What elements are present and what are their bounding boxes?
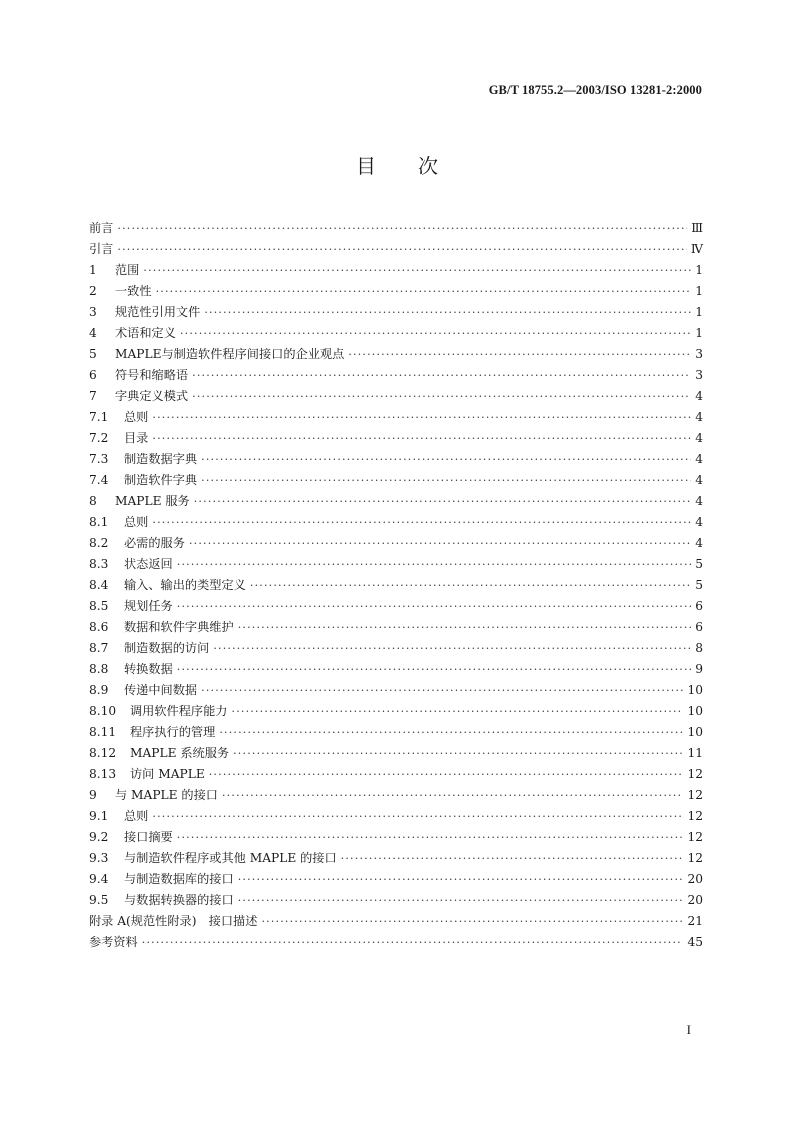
toc-entry-page: 5 [695,578,703,592]
toc-entry-number: 8.2 [89,536,109,550]
toc-entry-number: 8 [89,494,97,508]
toc-entry-page: 1 [695,284,703,298]
toc-entry-page: 1 [695,326,703,340]
toc-entry-page: 4 [695,515,703,529]
toc-entry-label: 传递中间数据 [124,683,198,697]
toc-entry-page: 3 [695,368,703,382]
toc-leader-dots [177,596,691,617]
toc-entry[interactable] [89,638,703,659]
toc-entry-label: 前言 [89,221,114,235]
toc-entry[interactable] [89,596,703,617]
toc-entry-label: 转换数据 [124,662,173,676]
toc-entry-number: 5 [89,347,97,361]
toc-entry-label: 规范性引用文件 [115,305,201,319]
toc-entry[interactable] [89,428,703,449]
toc-entry[interactable] [89,512,703,533]
toc-entry[interactable] [89,470,703,491]
toc-entry-label: 与制造软件程序或其他 MAPLE 的接口 [124,851,337,865]
toc-leader-dots [192,365,691,386]
toc-leader-dots [341,848,684,869]
toc-leader-dots [177,827,684,848]
toc-entry-label: 符号和缩略语 [115,368,189,382]
toc-entry-page: 4 [695,410,703,424]
toc-entry-page: 4 [695,494,703,508]
toc-entry-label: 制造数据的访问 [124,641,210,655]
toc-entry[interactable] [89,302,703,323]
toc-entry[interactable] [89,806,703,827]
toc-entry-label: MAPLE 服务 [115,494,190,508]
toc-entry-page: Ⅳ [690,242,703,256]
toc-leader-dots [180,323,691,344]
toc-entry-page: 12 [687,788,703,802]
toc-entry-number: 7.2 [89,431,109,445]
toc-entry-page: 4 [695,431,703,445]
toc-leader-dots [156,281,691,302]
toc-entry-label: 一致性 [115,284,152,298]
toc-entry-page: 4 [695,389,703,403]
toc-entry-number: 6 [89,368,97,382]
toc-entry-number: 8.12 [89,746,117,760]
toc-leader-dots [201,680,683,701]
standard-code-header: GB/T 18755.2—2003/ISO 13281-2:2000 [488,83,702,97]
toc-entry-number: 8.9 [89,683,109,697]
toc-entry[interactable] [89,785,703,806]
toc-entry-page: 21 [687,914,703,928]
toc-entry-label: 输入、输出的类型定义 [124,578,246,592]
page-number: I [686,1022,691,1037]
toc-entry[interactable] [89,617,703,638]
toc-entry-label: 制造数据字典 [124,452,198,466]
toc-entry-number: 7.1 [89,410,109,424]
toc-leader-dots [177,659,691,680]
toc-entry-label: 术语和定义 [115,326,176,340]
toc-entry-page: 11 [687,746,703,760]
toc-entry[interactable] [89,764,703,785]
toc-entry-label: 必需的服务 [124,536,185,550]
toc-entry-label: 程序执行的管理 [130,725,216,739]
toc-entry-number: 8.3 [89,557,109,571]
toc-entry[interactable] [89,407,703,428]
toc-entry-page: 6 [695,599,703,613]
toc-entry[interactable] [89,218,703,239]
toc-entry-page: 10 [687,683,703,697]
toc-entry[interactable] [89,722,703,743]
toc-entry-label: 调用软件程序能力 [130,704,228,718]
toc-leader-dots [177,554,691,575]
toc-leader-dots [233,743,683,764]
toc-entry-number: 1 [89,263,97,277]
toc-entry-label: 范围 [115,263,140,277]
toc-entry-page: Ⅲ [691,221,703,235]
toc-entry-page: 20 [687,872,703,886]
toc-entry-number: 7.3 [89,452,109,466]
toc-leader-dots [194,491,691,512]
toc-entry[interactable] [89,659,703,680]
toc-leader-dots [238,869,684,890]
toc-entry-page: 4 [695,452,703,466]
toc-entry[interactable] [89,449,703,470]
toc-entry[interactable] [89,344,703,365]
toc-entry[interactable] [89,575,703,596]
toc-entry-number: 4 [89,326,97,340]
toc-entry-label: 总则 [124,809,149,823]
toc-leader-dots [232,701,684,722]
toc-entry-page: 12 [687,767,703,781]
toc-entry-label: 引言 [89,242,114,256]
toc-entry-number: 8.13 [89,767,117,781]
toc-entry[interactable] [89,932,703,953]
toc-entry[interactable] [89,701,703,722]
toc-leader-dots [152,407,691,428]
toc-entry-number: 9.2 [89,830,109,844]
toc-entry-page: 6 [695,620,703,634]
toc-entry-number: 7 [89,389,97,403]
toc-entry-page: 3 [695,347,703,361]
toc-entry-page: 10 [687,704,703,718]
toc-entry[interactable] [89,827,703,848]
toc-leader-dots [213,638,691,659]
toc-entry-page: 20 [687,893,703,907]
toc-entry-number: 8.7 [89,641,109,655]
toc-entry-number: 9.3 [89,851,109,865]
toc-entry-page: 12 [687,809,703,823]
toc-leader-dots [192,386,691,407]
toc-entry-page: 1 [695,263,703,277]
toc-entry[interactable] [89,848,703,869]
toc-leader-dots [222,785,684,806]
toc-entry[interactable] [89,365,703,386]
toc-entry-page: 12 [687,851,703,865]
toc-entry-label: 附录 A(规范性附录) 接口描述 [89,914,258,928]
table-of-contents [89,218,703,953]
toc-entry-number: 9.5 [89,893,109,907]
toc-entry[interactable] [89,911,703,932]
title-char-1: 目 [356,154,376,178]
toc-entry-label: 字典定义模式 [115,389,189,403]
toc-entry-number: 9.1 [89,809,109,823]
toc-entry-page: 5 [695,557,703,571]
toc-entry-label: 规划任务 [124,599,173,613]
toc-entry-label: 状态返回 [124,557,173,571]
toc-entry-label: 数据和软件字典维护 [124,620,234,634]
title-char-2: 次 [418,154,438,178]
toc-leader-dots [117,239,686,260]
toc-leader-dots [189,533,691,554]
toc-entry[interactable] [89,554,703,575]
toc-entry-label: 目录 [124,431,149,445]
toc-entry[interactable] [89,323,703,344]
toc-entry-label: 制造软件字典 [124,473,198,487]
toc-entry[interactable] [89,386,703,407]
toc-entry-page: 1 [695,305,703,319]
toc-entry-page: 45 [687,935,703,949]
toc-entry-label: 与 MAPLE 的接口 [115,788,218,802]
toc-leader-dots [142,932,684,953]
toc-entry-page: 12 [687,830,703,844]
toc-leader-dots [250,575,691,596]
page-title [0,150,794,179]
toc-leader-dots [117,218,687,239]
toc-entry-label: MAPLE 系统服务 [130,746,230,760]
toc-entry[interactable] [89,533,703,554]
toc-entry-number: 3 [89,305,97,319]
toc-entry[interactable] [89,869,703,890]
toc-entry-label: 接口摘要 [124,830,173,844]
toc-entry-page: 4 [695,473,703,487]
toc-entry-number: 7.4 [89,473,109,487]
toc-entry[interactable] [89,680,703,701]
toc-entry-page: 8 [695,641,703,655]
toc-leader-dots [238,890,684,911]
toc-leader-dots [238,617,691,638]
toc-entry[interactable] [89,743,703,764]
toc-entry-page: 10 [687,725,703,739]
toc-entry-label: 总则 [124,410,149,424]
toc-entry-page: 4 [695,536,703,550]
toc-entry[interactable] [89,239,703,260]
toc-leader-dots [143,260,691,281]
toc-leader-dots [209,764,684,785]
toc-entry-number: 8.11 [89,725,117,739]
toc-leader-dots [152,512,691,533]
toc-leader-dots [201,449,691,470]
toc-leader-dots [261,911,683,932]
toc-entry-number: 2 [89,284,97,298]
toc-entry-number: 8.1 [89,515,109,529]
toc-entry-label: 参考资料 [89,935,138,949]
toc-entry-number: 8.4 [89,578,109,592]
toc-entry-page: 9 [695,662,703,676]
toc-entry[interactable] [89,260,703,281]
toc-entry-number: 8.8 [89,662,109,676]
toc-leader-dots [348,344,691,365]
toc-entry[interactable] [89,491,703,512]
toc-entry[interactable] [89,890,703,911]
toc-leader-dots [201,470,691,491]
toc-entry-number: 8.6 [89,620,109,634]
toc-entry-label: MAPLE与制造软件程序间接口的企业观点 [115,347,345,361]
toc-entry-number: 8.5 [89,599,109,613]
toc-leader-dots [152,428,691,449]
toc-entry[interactable] [89,281,703,302]
toc-entry-label: 访问 MAPLE [130,767,205,781]
toc-entry-label: 与数据转换器的接口 [124,893,234,907]
toc-leader-dots [204,302,691,323]
toc-entry-number: 9 [89,788,97,802]
toc-entry-label: 与制造数据库的接口 [124,872,234,886]
toc-leader-dots [152,806,683,827]
toc-entry-number: 9.4 [89,872,109,886]
toc-entry-label: 总则 [124,515,149,529]
toc-entry-number: 8.10 [89,704,117,718]
toc-leader-dots [219,722,683,743]
